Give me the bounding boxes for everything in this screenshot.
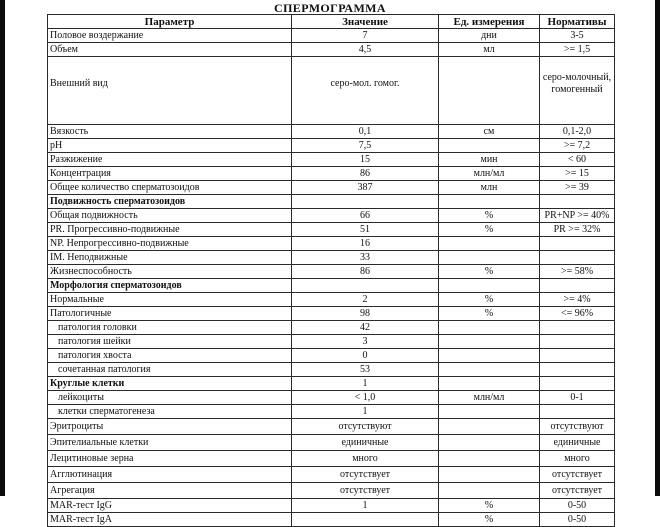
table-row	[48, 321, 615, 335]
row-unit: дни	[439, 29, 540, 43]
table-row	[48, 139, 615, 153]
row-value: много	[292, 451, 439, 467]
row-parameter: Разжижение	[48, 153, 292, 167]
row-parameter: Агглютинация	[48, 467, 292, 483]
row-parameter: NP. Непрогрессивно-подвижные	[48, 237, 292, 251]
row-unit	[439, 57, 540, 125]
row-norm: >= 15	[540, 167, 615, 181]
row-parameter: Жизнеспособность	[48, 265, 292, 279]
row-norm: PR+NP >= 40%	[540, 209, 615, 223]
table-row	[48, 391, 615, 405]
row-unit	[439, 483, 540, 499]
row-value: 33	[292, 251, 439, 265]
row-unit	[439, 195, 540, 209]
row-unit: млн	[439, 181, 540, 195]
row-unit	[439, 237, 540, 251]
row-unit	[439, 363, 540, 377]
row-unit	[439, 321, 540, 335]
row-unit	[439, 435, 540, 451]
row-norm	[540, 251, 615, 265]
row-value: 66	[292, 209, 439, 223]
row-value: отсутствует	[292, 467, 439, 483]
row-norm: много	[540, 451, 615, 467]
row-parameter: Общая подвижность	[48, 209, 292, 223]
row-value: 1	[292, 377, 439, 391]
row-norm	[540, 363, 615, 377]
row-parameter: лейкоциты	[48, 391, 292, 405]
row-parameter: Патологичные	[48, 307, 292, 321]
row-value: отсутствует	[292, 483, 439, 499]
row-value: серо-мол. гомог.	[292, 57, 439, 125]
row-value: 86	[292, 167, 439, 181]
row-value: 1	[292, 499, 439, 513]
row-unit	[439, 335, 540, 349]
row-value: единичные	[292, 435, 439, 451]
row-norm: <= 96%	[540, 307, 615, 321]
table-row	[48, 29, 615, 43]
row-parameter: патология головки	[48, 321, 292, 335]
table-row	[48, 167, 615, 181]
row-norm	[540, 405, 615, 419]
row-unit	[439, 419, 540, 435]
row-unit: %	[439, 209, 540, 223]
table-row	[48, 237, 615, 251]
row-norm: 0,1-2,0	[540, 125, 615, 139]
row-parameter: Эритроциты	[48, 419, 292, 435]
row-value: 3	[292, 335, 439, 349]
row-parameter: клетки сперматогенеза	[48, 405, 292, 419]
row-unit: %	[439, 293, 540, 307]
row-norm: >= 58%	[540, 265, 615, 279]
spermogram-table	[47, 14, 615, 527]
row-norm: отсутствует	[540, 467, 615, 483]
row-value: 7,5	[292, 139, 439, 153]
header-norm: Нормативы	[540, 15, 615, 29]
table-row	[48, 153, 615, 167]
row-parameter: MAR-тест IgG	[48, 499, 292, 513]
row-parameter: IM. Неподвижные	[48, 251, 292, 265]
table-row	[48, 419, 615, 435]
row-norm	[540, 377, 615, 391]
table-row	[48, 223, 615, 237]
row-value: < 1,0	[292, 391, 439, 405]
table-row	[48, 57, 615, 125]
row-parameter: Агрегация	[48, 483, 292, 499]
row-value: 98	[292, 307, 439, 321]
row-norm: >= 39	[540, 181, 615, 195]
table-row	[48, 125, 615, 139]
row-unit: %	[439, 307, 540, 321]
row-value: 42	[292, 321, 439, 335]
table-row	[48, 209, 615, 223]
row-value: 387	[292, 181, 439, 195]
row-parameter: Концентрация	[48, 167, 292, 181]
table-row	[48, 349, 615, 363]
row-norm: >= 7,2	[540, 139, 615, 153]
row-norm: >= 4%	[540, 293, 615, 307]
section-row-motility	[48, 195, 615, 209]
row-norm: отсутствует	[540, 483, 615, 499]
header-parameter: Параметр	[48, 15, 292, 29]
row-unit: %	[439, 499, 540, 513]
row-value: 2	[292, 293, 439, 307]
table-row	[48, 181, 615, 195]
row-value: 15	[292, 153, 439, 167]
section-row-round-cells	[48, 377, 615, 391]
row-unit	[439, 349, 540, 363]
row-parameter: Внешний вид	[48, 57, 292, 125]
row-value: 53	[292, 363, 439, 377]
table-row	[48, 483, 615, 499]
row-unit	[439, 251, 540, 265]
row-value: 16	[292, 237, 439, 251]
row-value	[292, 513, 439, 527]
row-parameter: Эпителиальные клетки	[48, 435, 292, 451]
row-parameter: Общее количество сперматозоидов	[48, 181, 292, 195]
table-header-row	[48, 15, 615, 29]
table-row	[48, 43, 615, 57]
row-parameter: сочетанная патология	[48, 363, 292, 377]
row-unit: %	[439, 265, 540, 279]
row-value: 51	[292, 223, 439, 237]
table-row	[48, 251, 615, 265]
row-unit: мин	[439, 153, 540, 167]
table-row	[48, 335, 615, 349]
row-value: 7	[292, 29, 439, 43]
section-heading: Морфология сперматозоидов	[48, 279, 292, 293]
row-norm: отсутствуют	[540, 419, 615, 435]
row-norm: 0-1	[540, 391, 615, 405]
table-row	[48, 265, 615, 279]
row-norm: 3-5	[540, 29, 615, 43]
row-unit	[439, 467, 540, 483]
table-row	[48, 513, 615, 527]
row-norm	[540, 279, 615, 293]
left-edge-border	[0, 0, 5, 496]
row-parameter: Лецитиновые зерна	[48, 451, 292, 467]
row-unit	[439, 451, 540, 467]
row-norm	[540, 195, 615, 209]
row-norm	[540, 335, 615, 349]
section-heading: Подвижность сперматозоидов	[48, 195, 292, 209]
row-norm	[540, 349, 615, 363]
row-norm: < 60	[540, 153, 615, 167]
table-row	[48, 293, 615, 307]
table-row	[48, 435, 615, 451]
row-parameter: Нормальные	[48, 293, 292, 307]
row-value: 0	[292, 349, 439, 363]
row-parameter: патология хвоста	[48, 349, 292, 363]
row-parameter: pH	[48, 139, 292, 153]
section-heading: Круглые клетки	[48, 377, 292, 391]
row-value: отсутствуют	[292, 419, 439, 435]
header-value: Значение	[292, 15, 439, 29]
row-parameter: Половое воздержание	[48, 29, 292, 43]
row-parameter: Вязкость	[48, 125, 292, 139]
table-row	[48, 467, 615, 483]
row-parameter: Объем	[48, 43, 292, 57]
table-row	[48, 499, 615, 513]
document-title: СПЕРМОГРАММА	[274, 1, 386, 15]
row-unit: %	[439, 223, 540, 237]
row-unit: млн/мл	[439, 167, 540, 181]
row-value: 86	[292, 265, 439, 279]
row-parameter: MAR-тест IgA	[48, 513, 292, 527]
table-row	[48, 405, 615, 419]
row-norm: 0-50	[540, 499, 615, 513]
row-parameter: PR. Прогрессивно-подвижные	[48, 223, 292, 237]
row-norm: PR >= 32%	[540, 223, 615, 237]
row-unit	[439, 279, 540, 293]
row-norm: серо-молочный, гомогенный	[540, 57, 615, 125]
row-unit	[439, 377, 540, 391]
right-edge-border	[655, 0, 660, 496]
row-unit: см	[439, 125, 540, 139]
row-unit: %	[439, 513, 540, 527]
table-row	[48, 451, 615, 467]
row-value	[292, 279, 439, 293]
row-norm	[540, 321, 615, 335]
row-unit: млн/мл	[439, 391, 540, 405]
row-value	[292, 195, 439, 209]
header-unit: Ед. измерения	[439, 15, 540, 29]
row-value: 1	[292, 405, 439, 419]
row-unit	[439, 139, 540, 153]
row-unit	[439, 405, 540, 419]
row-norm: >= 1,5	[540, 43, 615, 57]
section-row-morphology	[48, 279, 615, 293]
row-value: 4,5	[292, 43, 439, 57]
row-unit: мл	[439, 43, 540, 57]
row-parameter: патология шейки	[48, 335, 292, 349]
table-row	[48, 363, 615, 377]
row-norm	[540, 237, 615, 251]
row-norm: 0-50	[540, 513, 615, 527]
table-row	[48, 307, 615, 321]
row-value: 0,1	[292, 125, 439, 139]
row-norm: единичные	[540, 435, 615, 451]
